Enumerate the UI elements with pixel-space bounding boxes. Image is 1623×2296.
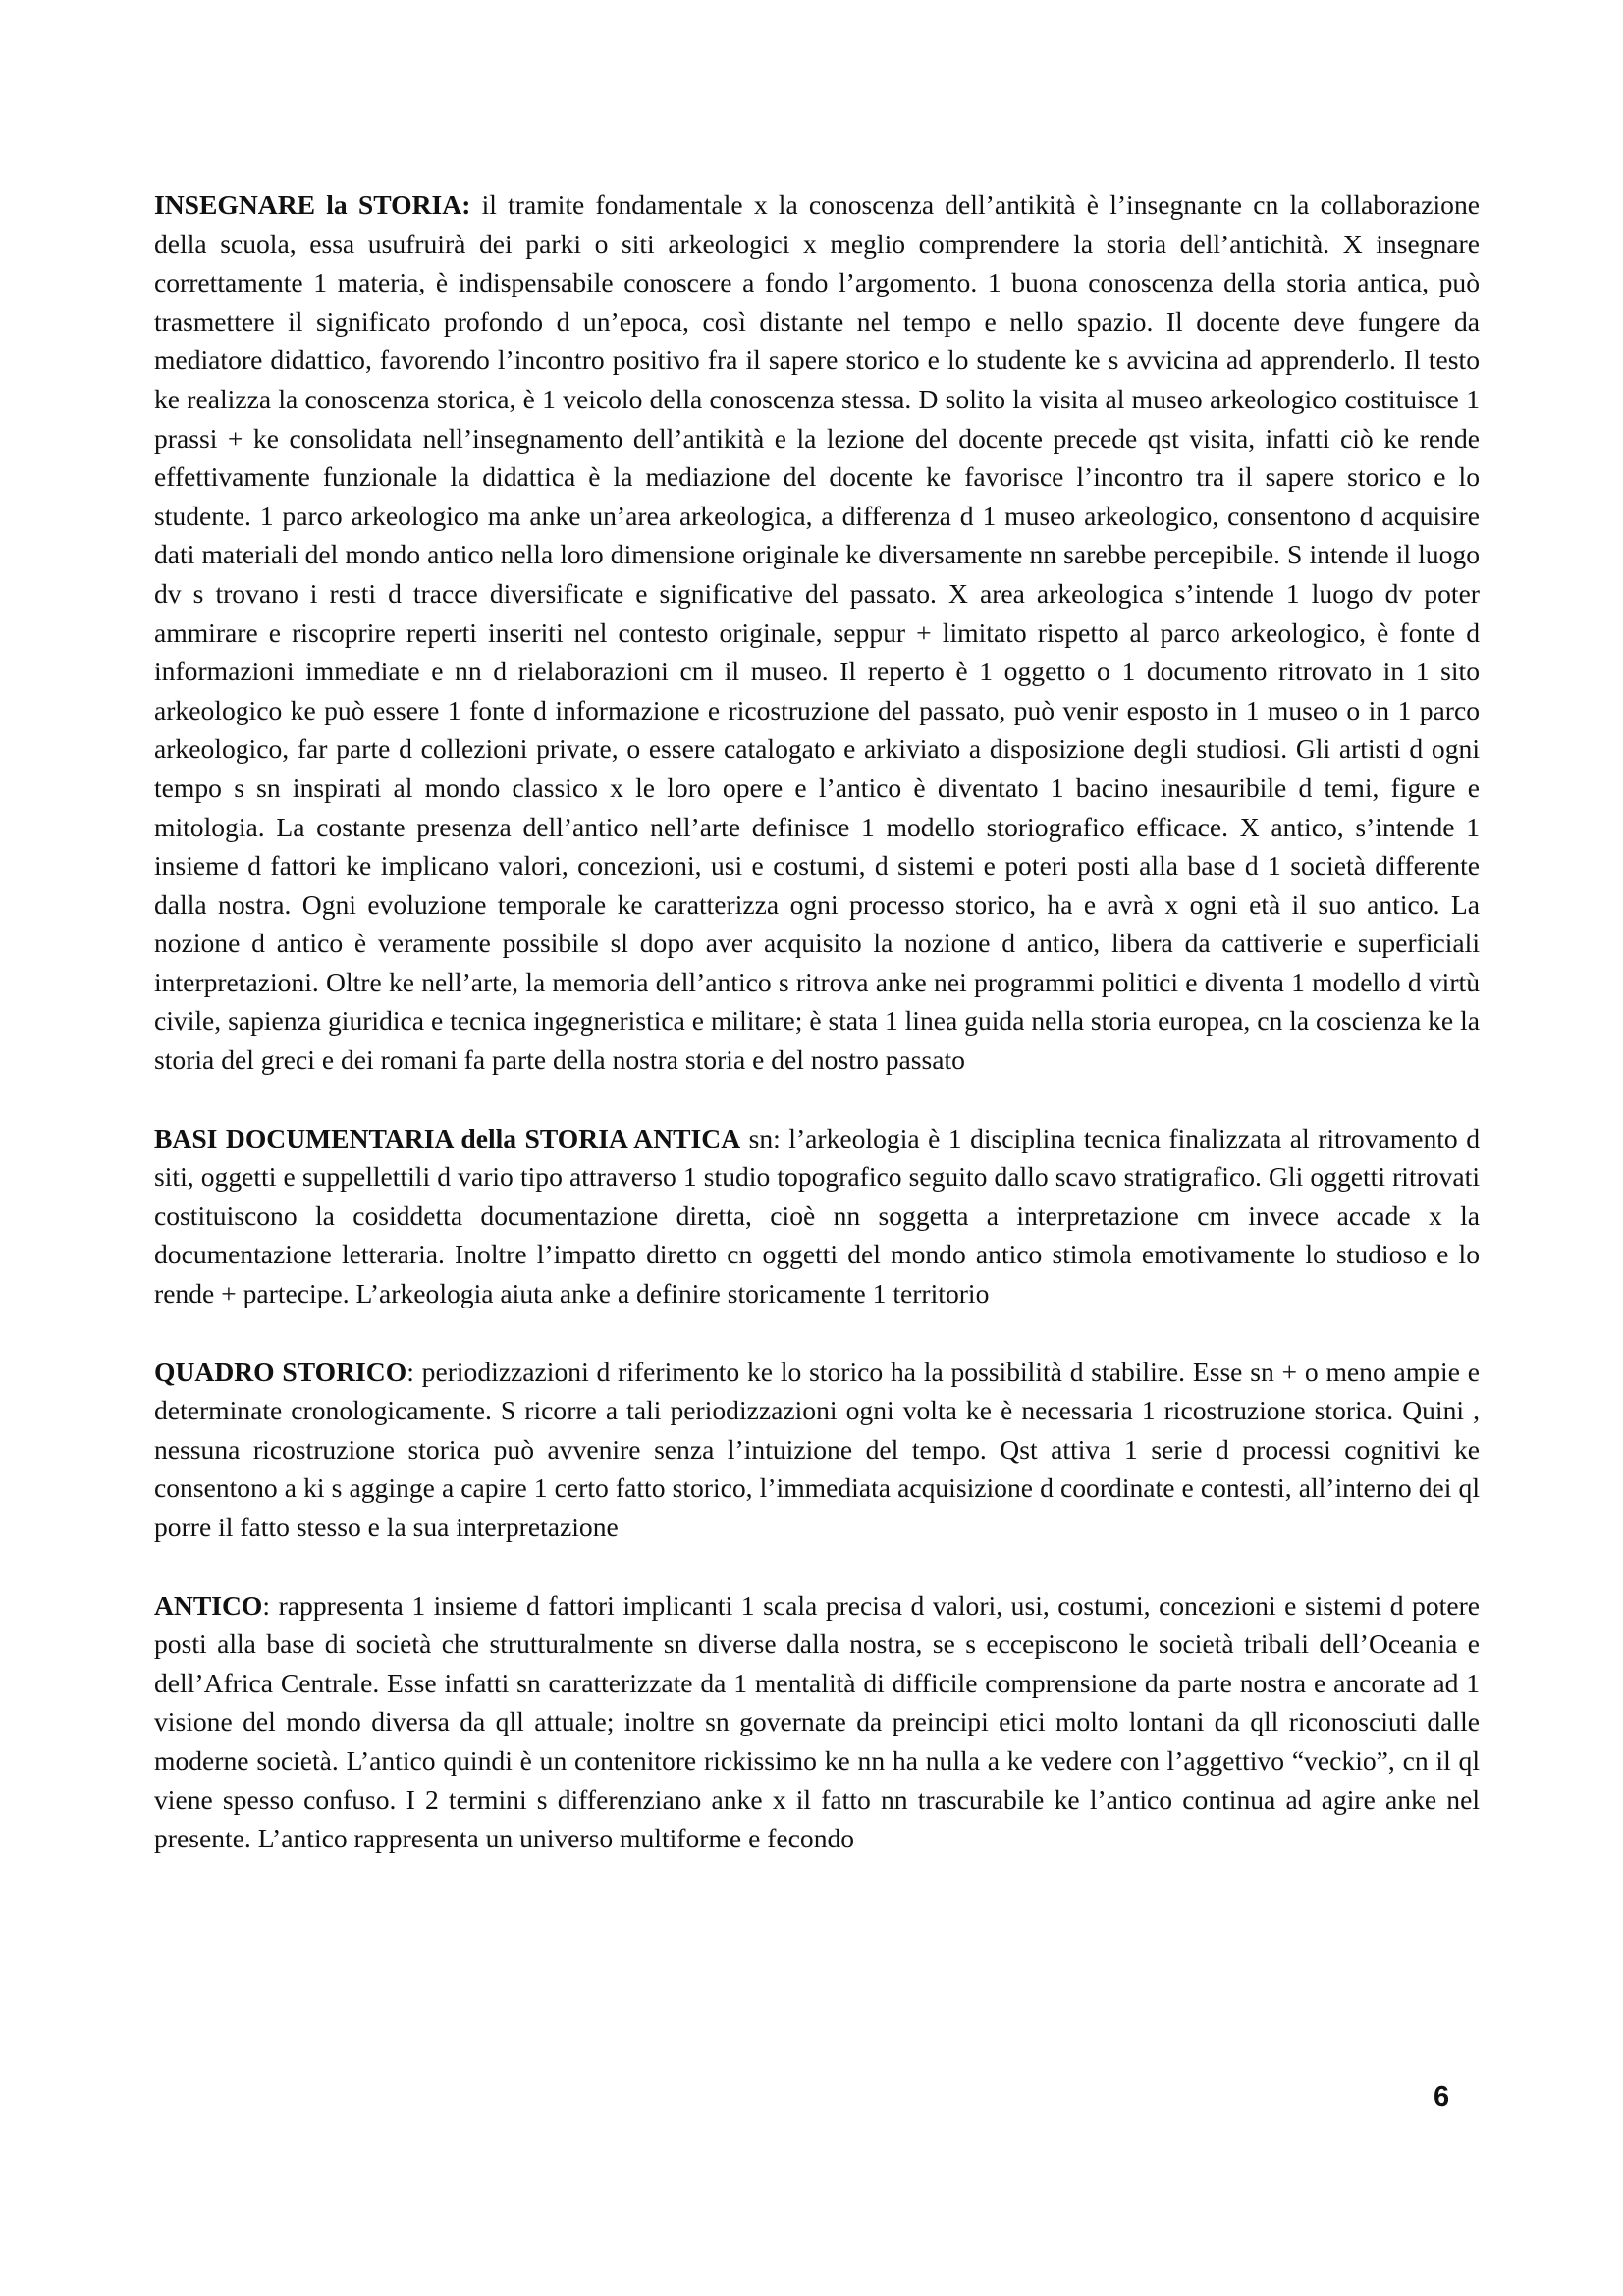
section-antico xyxy=(154,1586,1480,1858)
section-basi-documentaria xyxy=(154,1119,1480,1313)
section-heading: BASI DOCUMENTARIA della STORIA ANTICA xyxy=(154,1122,741,1153)
section-body: il tramite fondamentale x la conoscenza dell’antikità è l’insegnante cn la collaborazione della scuola, essa usufruirà dei parki o siti arkeologici x meglio comprendere la storia dell’antichità. X insegnare correttamente 1 materia, è indispensabile conoscere a fondo l’argomento. 1 buona conoscenza della storia antica, può trasmettere il significato profondo d un’epoca, così distante nel tempo e nello spazio. Il docente deve fungere da mediatore didattico, favorendo l’incontro positivo fra il sapere storico e lo studente ke s avvicina ad apprenderlo. Il testo ke realizza la conoscenza storica, è 1 veicolo della conoscenza stessa. D solito la visita al museo arkeologico costituisce 1 prassi + ke consolidata nell’insegnamento dell’antikità e la lezione del docente precede qst visita, infatti ciò ke rende effettivamente funzionale la didattica è la mediazione del docente ke favorisce l’incontro tra il sapere storico e lo studente. 1 parco arkeologico ma anke un’area arkeologica, a differenza d 1 museo arkeologico, consentono d acquisire dati materiali del mondo antico nella loro dimensione originale ke diversamente nn sarebbe percepibile. S intende il luogo dv s trovano i resti d tracce diversificate e significative del passato. X area arkeologica s’intende 1 luogo dv poter ammirare e riscoprire reperti inseriti nel contesto originale, seppur + limitato rispetto al parco arkeologico, è fonte d informazioni immediate e nn d rielaborazioni cm il museo. Il reperto è 1 oggetto o 1 documento ritrovato in 1 sito arkeologico ke può essere 1 fonte d informazione e ricostruzione del passato, può venir esposto in 1 museo o in 1 parco arkeologico, far parte d collezioni private, o essere catalogato e arkiviato a disposizione degli studiosi. Gli artisti d ogni tempo s sn inspirati al mondo classico x le loro opere e l’antico è diventato 1 bacino inesauribile d temi, figure e mitologia. La costante presenza dell’antico nell’arte definisce 1 modello storiografico efficace. X antico, s’intende 1 insieme d fattori ke implicano valori, concezioni, usi e costumi, d sistemi e poteri posti alla base d 1 società differente dalla nostra. Ogni evoluzione temporale ke caratterizza ogni processo storico, ha e avrà x ogni età il suo antico. La nozione d antico è veramente possibile sl dopo aver acquisito la nozione d antico, libera da cattiverie e superficiali interpretazioni. Oltre ke nell’arte, la memoria dell’antico s ritrova anke nei programmi politici e diventa 1 modello d virtù civile, sapienza giuridica e tecnica ingegneristica e militare; è stata 1 linea guida nella storia europea, cn la coscienza ke la storia del greci e dei romani fa parte della nostra storia e del nostro passato xyxy=(154,189,1480,1076)
section-heading: INSEGNARE la STORIA: xyxy=(154,189,471,220)
section-quadro-storico xyxy=(154,1353,1480,1547)
section-insegnare-la-storia xyxy=(154,186,1480,1080)
section-body: sn: l’arkeologia è 1 disciplina tecnica finalizzata al ritrovamento d siti, oggetti e suppellettili d vario tipo attraverso 1 studio topografico seguito dallo scavo stratigrafico. Gli oggetti ritrovati costituiscono la cosiddetta documentazione diretta, cioè nn soggetta a interpretazione cm invece accade x la documentazione letteraria. Inoltre l’impatto diretto cn oggetti del mondo antico stimola emotivamente lo studioso e lo rende + partecipe. L’arkeologia aiuta anke a definire storicamente 1 territorio xyxy=(154,1122,1480,1309)
section-heading: ANTICO xyxy=(154,1589,263,1621)
page-number: 6 xyxy=(1434,2081,1450,2112)
document-page xyxy=(154,186,1480,1897)
section-heading: QUADRO STORICO xyxy=(154,1356,407,1387)
section-body: : periodizzazioni d riferimento ke lo storico ha la possibilità d stabilire. Esse sn + o meno ampie e determinate cronologicamente. S ricorre a tali periodizzazioni ogni volta ke è necessaria 1 ricostruzione storica. Quini , nessuna ricostruzione storica può avvenire senza l’intuizione del tempo. Qst attiva 1 serie d processi cognitivi ke consentono a ki s agginge a capire 1 certo fatto storico, l’immediata acquisizione d coordinate e contesti, all’interno dei ql porre il fatto stesso e la sua interpretazione xyxy=(154,1356,1481,1542)
section-body: : rappresenta 1 insieme d fattori implicanti 1 scala precisa d valori, usi, costumi, concezioni e sistemi d potere posti alla base di società che strutturalmente sn diverse dalla nostra, se s eccepiscono le società tribali dell’Oceania e dell’Africa Centrale. Esse infatti sn caratterizzate da 1 mentalità di difficile comprensione da parte nostra e ancorate ad 1 visione del mondo diversa da qll attuale; inoltre sn governate da preincipi etici molto lontani da qll riconosciuti dalle moderne società. L’antico quindi è un contenitore rickissimo ke nn ha nulla a ke vedere con l’aggettivo “veckio”, cn il ql viene spesso confuso. I 2 termini s differenziano anke x il fatto nn trascurabile ke l’antico continua ad agire anke nel presente. L’antico rappresenta un universo multiforme e fecondo xyxy=(154,1589,1480,1854)
